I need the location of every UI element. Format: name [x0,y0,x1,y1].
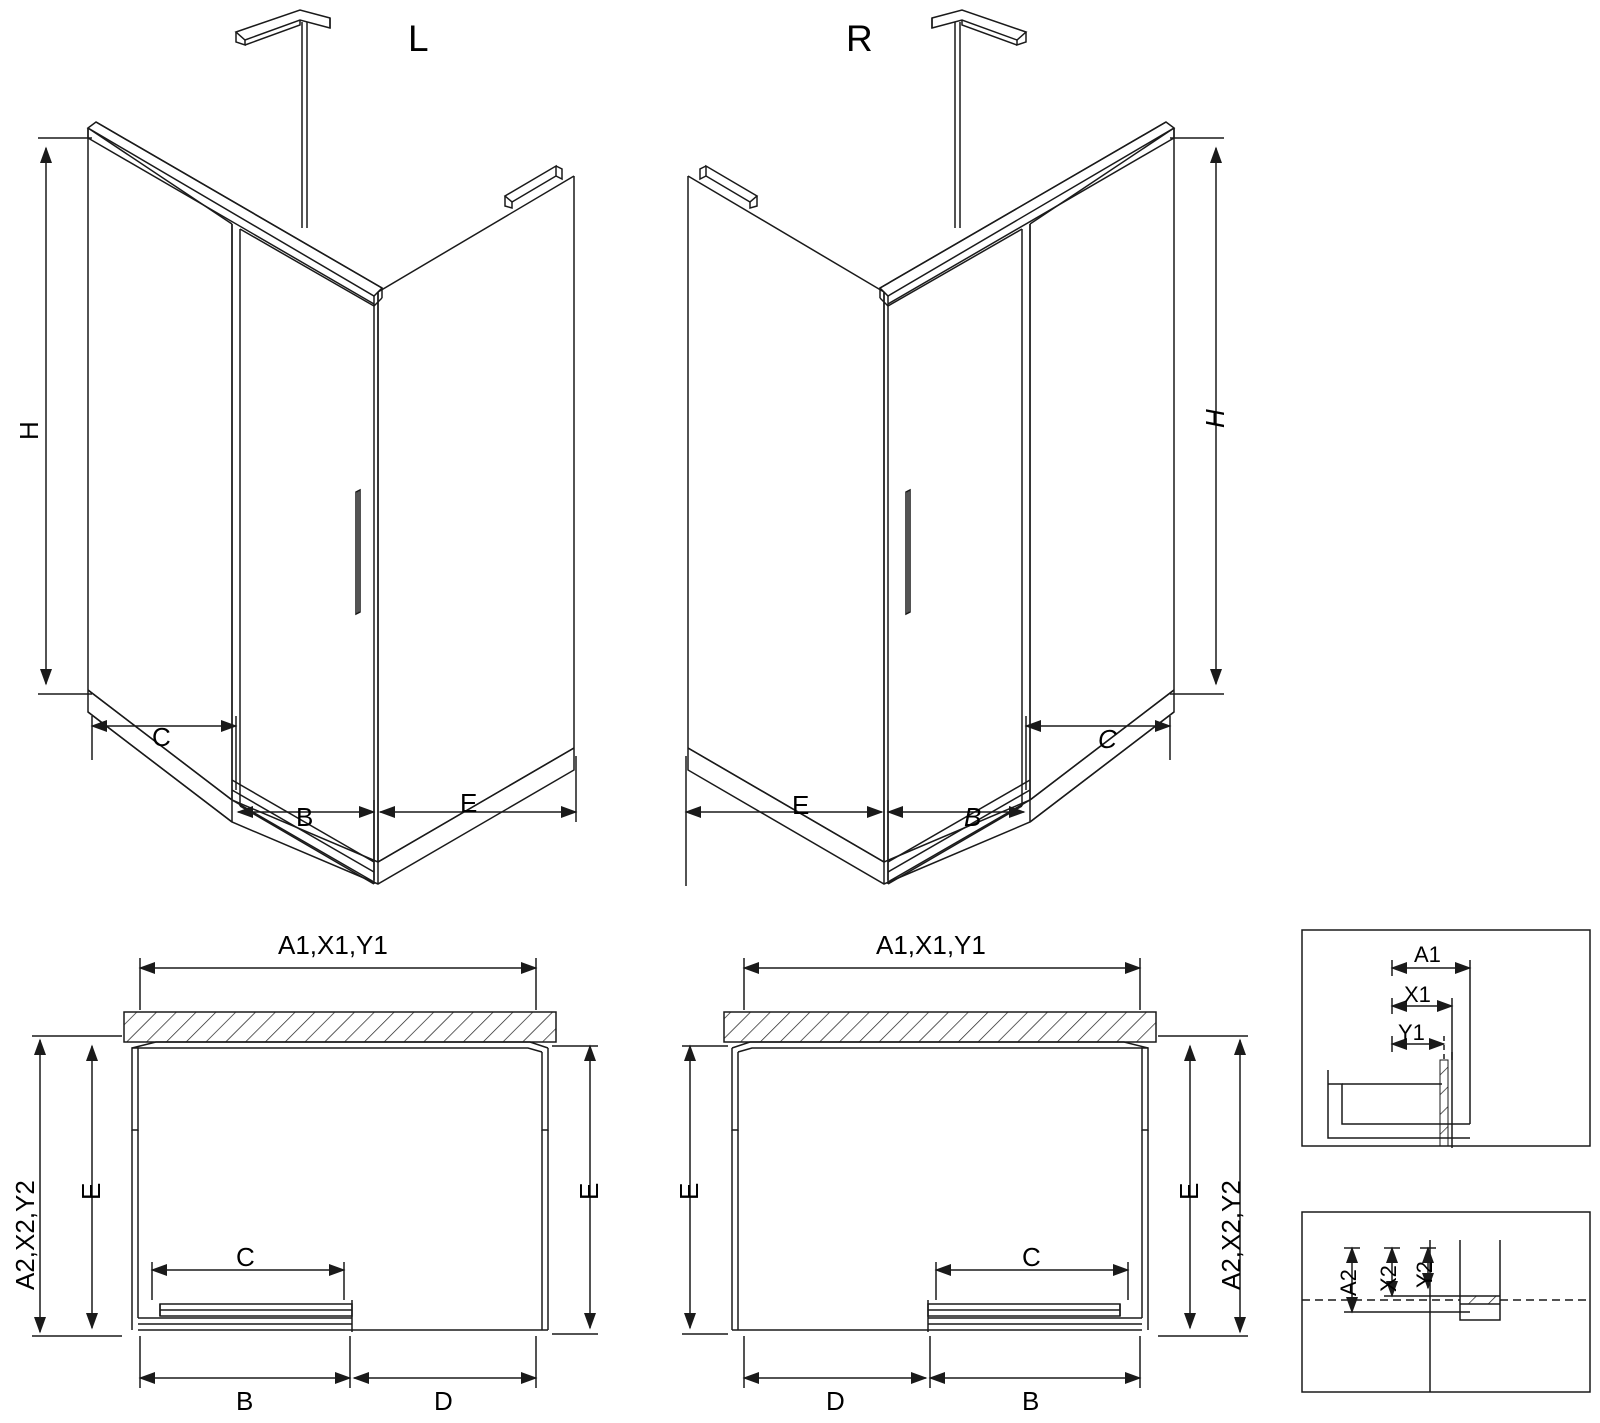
plan-view-left [124,1012,556,1332]
dim-label-e-plan-right-inner: E [1174,1182,1204,1200]
dim-label-b-iso-right: B [964,802,982,832]
dim-label-a2x2y2-right: A2,X2,Y2 [1216,1180,1246,1290]
detail-view-bottom [1302,1212,1590,1392]
dim-label-e-iso-right: E [792,790,810,820]
dim-label-a1x1y1-left: A1,X1,Y1 [278,930,388,960]
dim-label-c-iso-left: C [152,722,171,752]
dim-H-left [38,138,92,694]
dim-label-d-plan-left: D [434,1386,453,1416]
dim-label-e-plan-left-inner: E [76,1182,106,1200]
dim-label-c-plan-left: C [236,1242,255,1272]
dim-label-h-right: H [1200,409,1230,428]
dim-label-d-plan-right: D [826,1386,845,1416]
dim-label-b-iso-left: B [296,802,314,832]
detail-label-x1: X1 [1404,982,1431,1007]
detail-label-a1: A1 [1414,942,1441,967]
dim-label-c-plan-right: C [1022,1242,1041,1272]
dim-label-a2x2y2-left: A2,X2,Y2 [10,1180,40,1290]
dim-label-e-plan-right-outer: E [674,1182,704,1200]
detail-label-y2: Y2 [1412,1261,1437,1288]
plan-view-right [724,1012,1156,1332]
dim-label-a1x1y1-right: A1,X1,Y1 [876,930,986,960]
detail-label-x2: X2 [1376,1265,1401,1292]
dim-label-b-plan-left: B [236,1386,254,1416]
dim-label-b-plan-right: B [1022,1386,1040,1416]
label-view-left: L [408,18,429,59]
dim-label-h-left: H [14,421,44,440]
detail-view-top [1302,930,1590,1148]
dim-label-c-iso-right: C [1098,724,1117,754]
detail-label-y1: Y1 [1398,1020,1425,1045]
dim-label-e-iso-left: E [460,788,478,818]
dim-label-e-plan-left-outer: E [574,1182,604,1200]
detail-label-a2: A2 [1336,1269,1361,1296]
label-view-right: R [846,18,873,59]
